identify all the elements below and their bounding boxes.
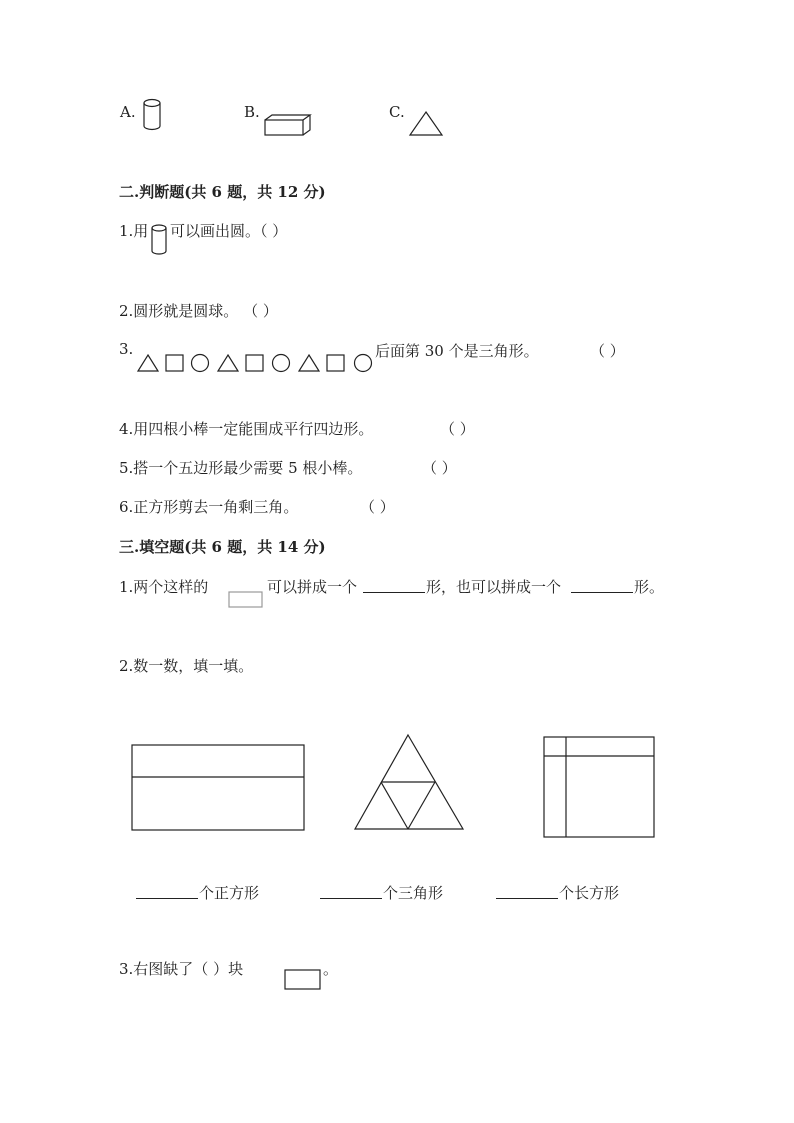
circle-icon (273, 355, 290, 372)
s3-q2-label-3: 个长方形 (559, 884, 620, 902)
s2-q4-text: 4.用四根小棒一定能围成平行四边形。 (119, 420, 374, 438)
s2-q6-text: 6.正方形剪去一角剩三角。 (119, 498, 299, 516)
section2-heading: 二.判断题(共 6 题，共 12 分) (119, 183, 326, 201)
option-c-label: C. (389, 103, 405, 121)
triangle-icon (218, 355, 238, 371)
cylinder-icon (151, 224, 169, 256)
s2-q3-answer-paren: （ ） (590, 342, 625, 360)
s3-q1-before: 1.两个这样的 (119, 578, 209, 596)
s3-q2-blank-3[interactable] (496, 882, 558, 899)
s2-q3-number: 3. (119, 340, 134, 358)
option-a-label: A. (120, 103, 136, 121)
triangle-icon (299, 355, 319, 371)
s3-q1-after2: 形。 (634, 578, 665, 596)
s2-q5-text: 5.搭一个五边形最少需要 5 根小棒。 (119, 459, 363, 477)
s3-q1-after1: 形，也可以拼成一个 (426, 578, 562, 596)
triangle-icon (409, 111, 445, 137)
s2-q1-text: 可以画出圆。（ ） (170, 222, 288, 240)
s3-q3-before: 3.右图缺了（ ）块 (119, 960, 244, 978)
s3-q2-blank-1[interactable] (136, 882, 198, 899)
square-icon (166, 355, 183, 371)
square-icon (327, 355, 344, 371)
section3-heading: 三.填空题(共 6 题，共 14 分) (119, 538, 326, 556)
s3-q2-label-1: 个正方形 (199, 884, 260, 902)
triangle-icon (138, 355, 158, 371)
shape-sequence (137, 354, 375, 374)
s3-q1-blank-1[interactable] (363, 576, 425, 593)
cuboid-icon (264, 114, 312, 138)
circle-icon (192, 355, 209, 372)
s2-q5-answer-paren: （ ） (422, 459, 457, 477)
s3-q2-blank-2[interactable] (320, 882, 382, 899)
rectangle-split-figure (131, 744, 306, 832)
s2-q6-answer-paren: （ ） (360, 498, 395, 516)
s3-q2-text: 2.数一数，填一填。 (119, 657, 254, 675)
s2-q4-answer-paren: （ ） (440, 420, 475, 438)
square-icon (246, 355, 263, 371)
rectangle-grid-figure (543, 736, 656, 839)
rectangle-icon (284, 969, 322, 991)
circle-icon (355, 355, 372, 372)
s2-q2-text: 2.圆形就是圆球。 （ ） (119, 302, 278, 320)
option-b-label: B. (244, 103, 260, 121)
rectangle-icon (228, 591, 264, 609)
cylinder-icon (143, 98, 163, 132)
s2-q3-text: 后面第 30 个是三角形。 (375, 342, 539, 360)
s2-q1-number: 1.用 (119, 222, 149, 240)
s3-q1-blank-2[interactable] (571, 576, 633, 593)
s3-q1-middle: 可以拼成一个 (267, 578, 358, 596)
s3-q2-label-2: 个三角形 (383, 884, 444, 902)
s3-q3-after: 。 (323, 960, 339, 978)
triangle-subdivided-figure (354, 734, 466, 832)
